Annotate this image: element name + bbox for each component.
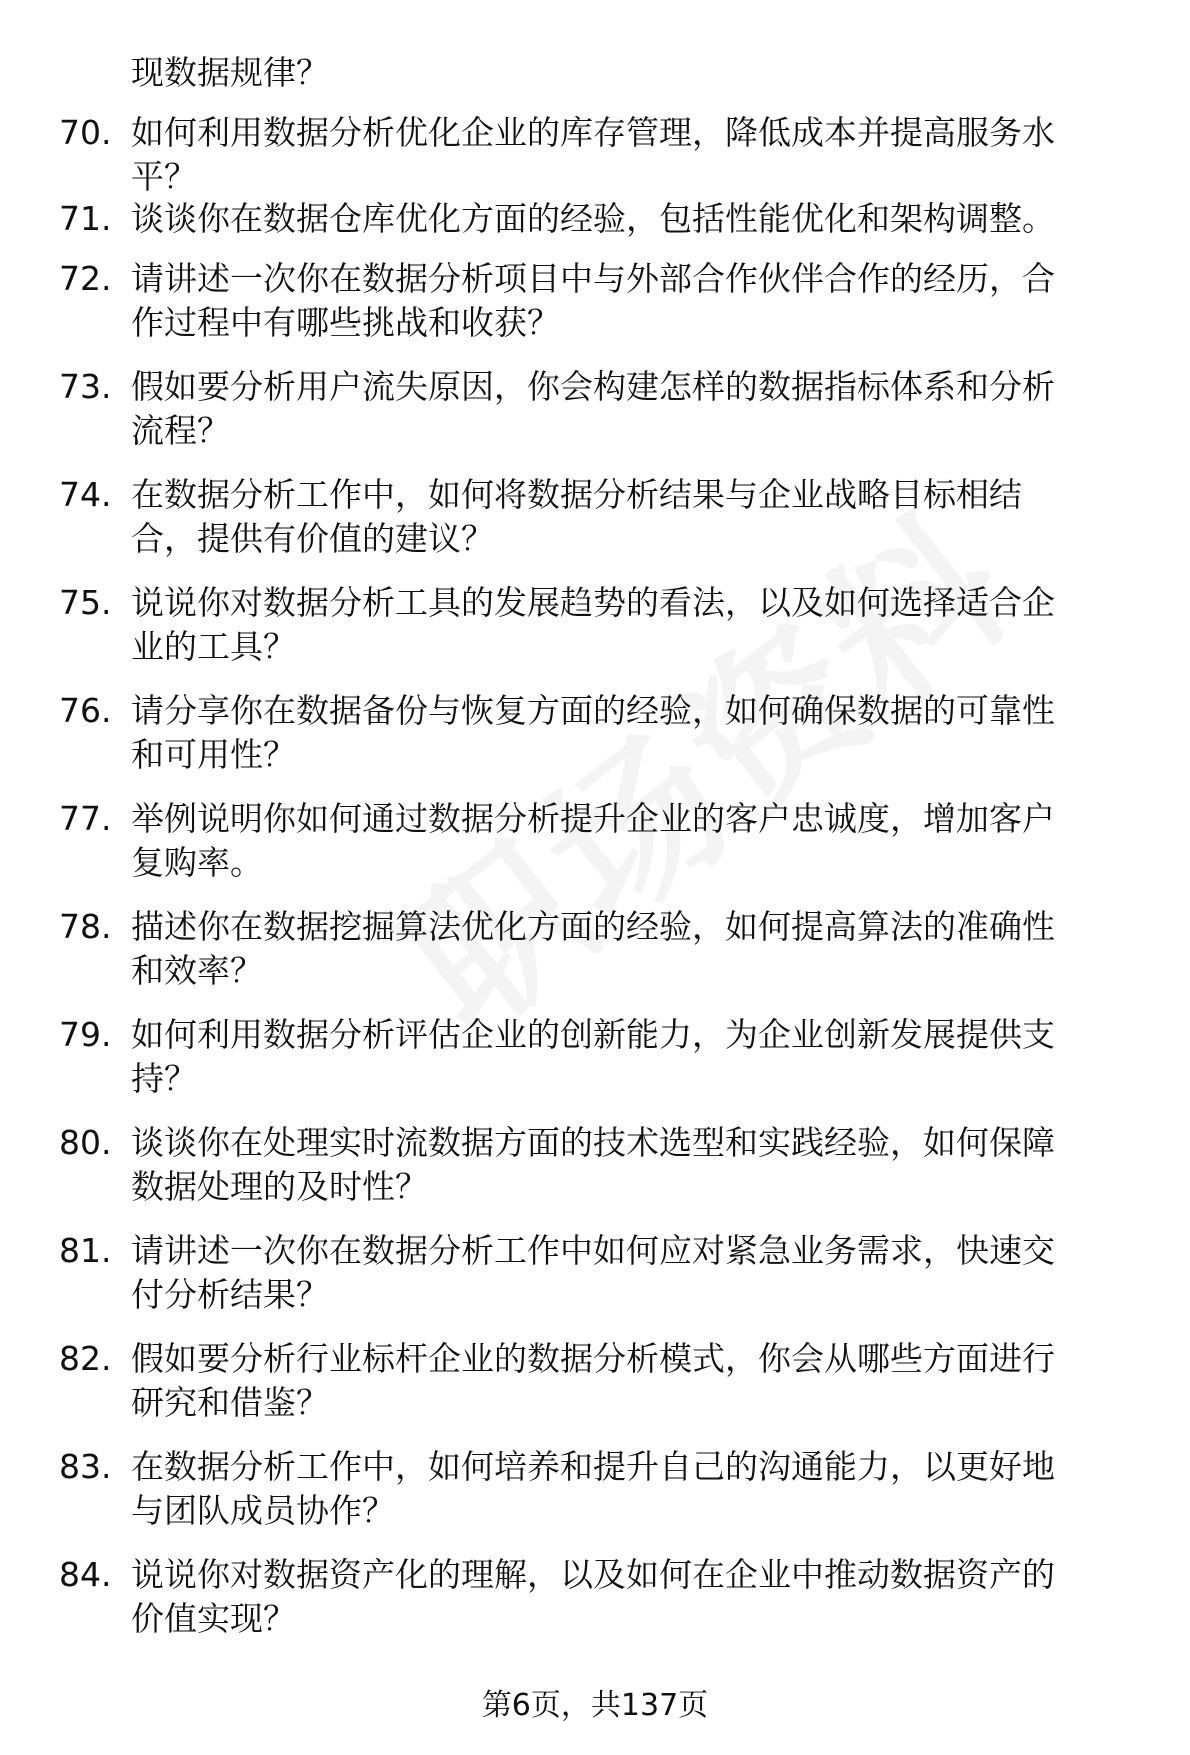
- item-text-line: 举例说明你如何通过数据分析提升企业的客户忠诚度，增加客户: [131, 799, 1055, 838]
- item-number: 72.: [59, 259, 112, 298]
- continuation-text: 现数据规律？: [131, 53, 329, 92]
- item-number: 71.: [59, 199, 112, 238]
- item-number: 82.: [59, 1339, 112, 1378]
- item-text-line: 和效率？: [131, 951, 263, 990]
- item-text-line: 描述你在数据挖掘算法优化方面的经验，如何提高算法的准确性: [131, 907, 1055, 946]
- item-number: 77.: [59, 799, 112, 838]
- item-number: 80.: [59, 1123, 112, 1162]
- item-text-line: 业的工具？: [131, 627, 296, 666]
- item-text-line: 在数据分析工作中，如何培养和提升自己的沟通能力，以更好地: [131, 1447, 1055, 1486]
- item-text-line: 合，提供有价值的建议？: [131, 519, 494, 558]
- item-text-line: 与团队成员协作？: [131, 1491, 395, 1530]
- item-text-line: 和可用性？: [131, 735, 296, 774]
- item-text-line: 数据处理的及时性？: [131, 1167, 428, 1206]
- item-text-line: 研究和借鉴？: [131, 1383, 329, 1422]
- item-text-line: 付分析结果？: [131, 1275, 329, 1314]
- item-text-line: 如何利用数据分析评估企业的创新能力，为企业创新发展提供支: [131, 1015, 1055, 1054]
- item-number: 74.: [59, 475, 112, 514]
- item-text-line: 假如要分析行业标杆企业的数据分析模式，你会从哪些方面进行: [131, 1339, 1055, 1378]
- item-text-line: 在数据分析工作中，如何将数据分析结果与企业战略目标相结: [131, 475, 1022, 514]
- item-text-line: 价值实现？: [131, 1599, 296, 1638]
- item-number: 84.: [59, 1555, 112, 1594]
- item-text-line: 请分享你在数据备份与恢复方面的经验，如何确保数据的可靠性: [131, 691, 1055, 730]
- item-text-line: 持？: [131, 1059, 197, 1098]
- page-number-footer: 第6页，共137页: [481, 1688, 709, 1723]
- item-text-line: 谈谈你在数据仓库优化方面的经验，包括性能优化和架构调整。: [131, 199, 1055, 238]
- item-text-line: 假如要分析用户流失原因，你会构建怎样的数据指标体系和分析: [131, 367, 1055, 406]
- item-text-line: 流程？: [131, 411, 230, 450]
- item-number: 78.: [59, 907, 112, 946]
- item-number: 73.: [59, 367, 112, 406]
- item-number: 79.: [59, 1015, 112, 1054]
- item-number: 81.: [59, 1231, 112, 1270]
- item-text-line: 平？: [131, 157, 197, 196]
- item-text-line: 请讲述一次你在数据分析项目中与外部合作伙伴合作的经历，合: [131, 259, 1055, 298]
- item-number: 75.: [59, 583, 112, 622]
- item-text-line: 谈谈你在处理实时流数据方面的技术选型和实践经验，如何保障: [131, 1123, 1055, 1162]
- item-text-line: 如何利用数据分析优化企业的库存管理，降低成本并提高服务水: [131, 113, 1055, 152]
- item-text-line: 复购率。: [131, 843, 263, 882]
- item-text-line: 请讲述一次你在数据分析工作中如何应对紧急业务需求，快速交: [131, 1231, 1055, 1270]
- item-text-line: 说说你对数据分析工具的发展趋势的看法，以及如何选择适合企: [131, 583, 1055, 622]
- item-number: 83.: [59, 1447, 112, 1486]
- item-number: 70.: [59, 113, 112, 152]
- item-text-line: 作过程中有哪些挑战和收获？: [131, 303, 560, 342]
- item-text-line: 说说你对数据资产化的理解，以及如何在企业中推动数据资产的: [131, 1555, 1055, 1594]
- item-number: 76.: [59, 691, 112, 730]
